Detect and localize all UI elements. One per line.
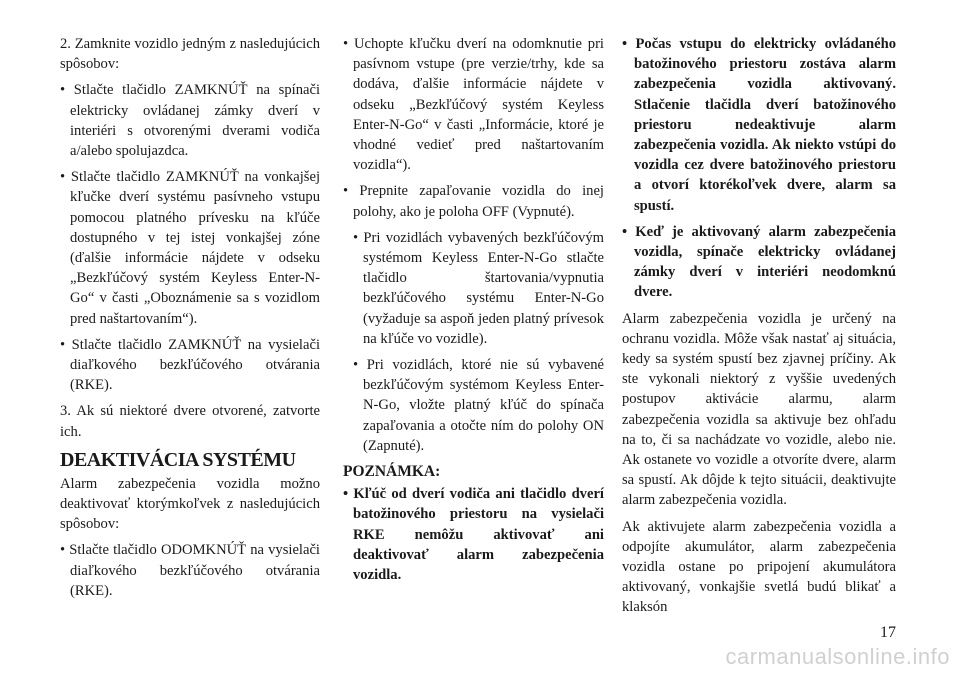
step-3-paragraph: 3. Ak sú niektoré dvere otvorené, zatvorte ich. [60, 403, 320, 440]
note-bullet-1: • Kľúč od dverí vodiča ani tlačidlo dverí batožinového priestoru na vysielači RKE nemôžu aktivovať ani deaktivovať alarm zabezpečenia vozidla. [343, 486, 604, 584]
watermark: carmanualsonline.info [725, 644, 950, 669]
section-heading: DEAKTIVÁCIA SYSTÉMU [60, 448, 296, 471]
bullet-passive-unlock: • Uchopte kľučku dverí na odomknutie pri pasívnom vstupe (pre verzie/trhy, kde sa dodáva, ďalšie informácie nájdete v odseku „Bezkľúčový systém Keyless Enter-N-Go“ v časti „Informácie, ktoré je vhodné vedieť pred naštartovaním vozidla“). [343, 36, 604, 174]
body-paragraph-2: Ak aktivujete alarm zabezpečenia vozidla a odpojíte akumulátor, alarm zabezpečenia vozidla ostane po pripojení akumulátora aktivovaný, vonkajšie svetlá budú blikať a klaksón [622, 518, 896, 616]
body-paragraph-1: Alarm zabezpečenia vozidla je určený na ochranu vozidla. Môže však nastať aj situácia, kedy sa systém spustí bez zjavnej príčiny. Ak ste vykonali niektorý z vyššie uvedených postupov aktivácie alarmu, alarm zabezpečenia vozidla sa aktivuje bez ohľadu na to, či sa nachádzate vo vozidle, alebo nie. Ak ostanete vo vozidle a otvoríte dvere, alarm sa spustí. Ak dôjde k tejto situácii, deaktivujte alarm zabezpečenia vozidla. [622, 310, 896, 509]
page-number: 17 [880, 624, 896, 641]
sub-bullet-key: • Pri vozidlách, ktoré nie sú vybavené bezkľúčovým systémom Keyless Enter-N-Go, vložte platný kľúč do spínača zapaľovania a otočte ním do polohy ON (Zapnuté). [353, 357, 604, 454]
column-3 [622, 34, 896, 624]
step-2-paragraph: 2. Zamknite vozidlo jedným z nasledujúcich spôsobov: [60, 36, 320, 73]
note-bullet-3: • Keď je aktivovaný alarm zabezpečenia vozidla, spínače elektricky ovládanej zámky dverí v interiéri neodomknú dvere. [622, 223, 896, 301]
disarm-intro-paragraph: Alarm zabezpečenia vozidla možno deaktivovať ktorýmkoľvek z nasledujúcich spôsobov: [60, 475, 320, 533]
bullet-ignition: • Prepnite zapaľovanie vozidla do inej polohy, ako je poloha OFF (Vypnuté). [343, 183, 604, 220]
sub-bullet-keyless: • Pri vozidlách vybavených bezkľúčovým systémom Keyless Enter-N-Go stlačte tlačidlo štartovania/vypnutia bezkľúčového systému Enter-N-Go (vyžaduje sa aspoň jeden platný prívesok na kľúče vo vozidle). [353, 229, 604, 347]
bullet-unlock-rke: • Stlačte tlačidlo ODOMKNÚŤ na vysielači diaľkového bezkľúčového otvárania (RKE). [60, 542, 320, 599]
bullet-lock-interior-switch: • Stlačte tlačidlo ZAMKNÚŤ na spínači elektricky ovládanej zámky dverí v interiéri s otvorenými dverami vodiča a/alebo spolujazdca. [60, 82, 320, 160]
column-2 [343, 34, 604, 591]
column-1 [60, 34, 320, 607]
bullet-lock-rke: • Stlačte tlačidlo ZAMKNÚŤ na vysielači diaľkového bezkľúčového otvárania (RKE). [60, 336, 320, 394]
note-heading: POZNÁMKA: [343, 463, 441, 481]
note-bullet-2: • Počas vstupu do elektricky ovládaného batožinového priestoru zostáva alarm zabezpečenia vozidla aktivovaný. Stlačenie tlačidla dverí batožinového priestoru nedeaktivuje alarm zabezpečenia vozidla. Ak niekto vstúpi do vozidla cez dvere batožinového priestoru a otvorí ktorékoľvek dvere, alarm sa spustí. [622, 36, 896, 214]
bullet-lock-passive-entry: • Stlačte tlačidlo ZAMKNÚŤ na vonkajšej kľučke dverí systému pasívneho vstupu pomocou platného prívesku na kľúče dostupného v tej istej vonkajšej zóne (ďalšie informácie nájdete v odseku „Bezkľúčový systém Keyless Enter-N-Go“ v časti „Oboznámenie sa s vozidlom pred naštartovaním“). [60, 169, 320, 327]
